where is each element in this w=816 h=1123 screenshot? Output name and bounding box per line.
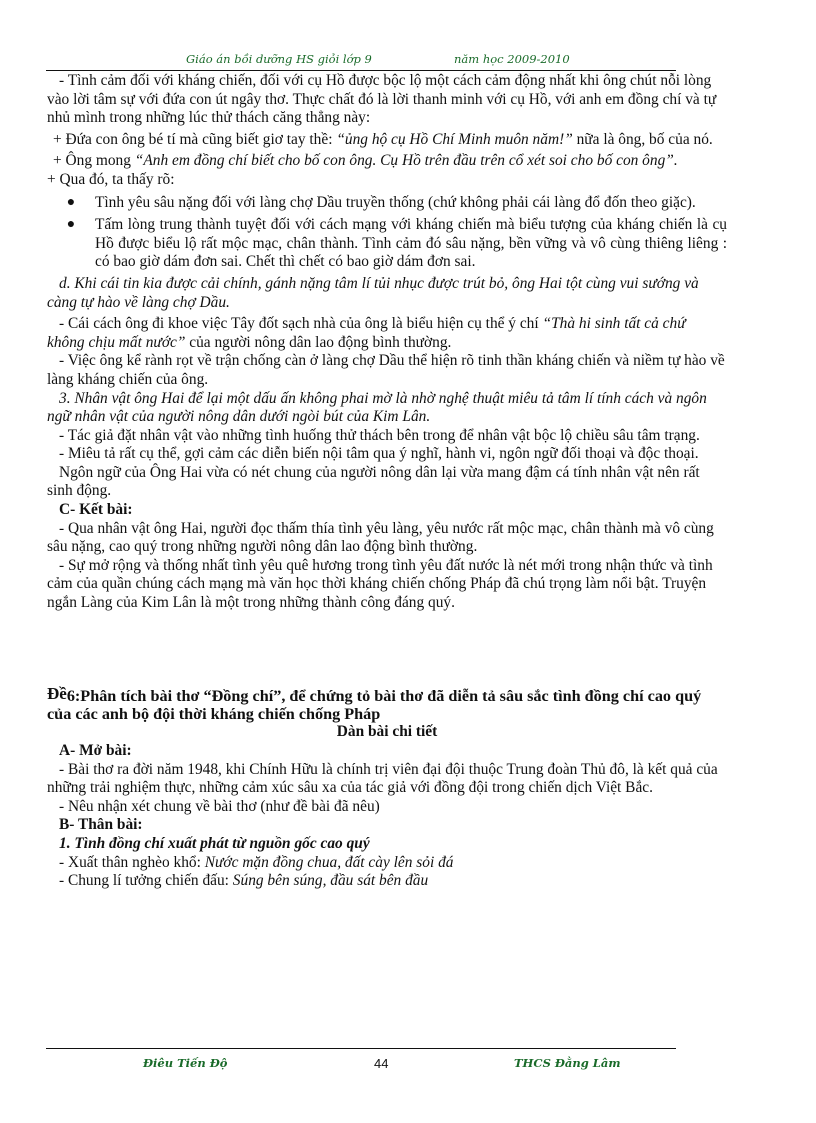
header-title: Giáo án bồi dưỡng HS giỏi lớp 9 — [186, 52, 372, 66]
section-heading-d: d. Khi cái tin kia được cải chính, gánh nặng tâm lí tủi nhục được trút bỏ, ông Hai tột cùng vui sướng và càng tự hào về làng chợ Dầu. — [47, 274, 699, 311]
page-content — [47, 72, 727, 891]
paragraph: - Tác giả đặt nhân vật vào những tình huống thử thách bên trong để nhân vật bộc lộ chiều sâu tâm trạng. — [59, 426, 700, 444]
paragraph: - Qua nhân vật ông Hai, người đọc thấm thía tình yêu làng, yêu nước rất mộc mạc, chân thành mà vô cùng sâu nặng, cao quý trong những người nông dân lao động bình thường. — [47, 519, 714, 556]
subsection-heading: 1. Tình đồng chí xuất phát từ nguồn gốc cao quý — [59, 835, 370, 852]
paragraph: - Sự mở rộng và thống nhất tình yêu quê hương trong tình yêu đất nước là nét mới trong nhận thức và tình cảm của quần chúng cách mạng mà văn học thời kháng chiến chống Pháp đã chú trọng làm nổi bật. Truyện ngắn Làng của Kim Lân là một trong những thành công đáng quý. — [47, 556, 713, 612]
essay-title: Đề6:Phân tích bài thơ “Đồng chí”, để chứng tỏ bài thơ đã diễn tả sâu sắc tình đồng chí cao quý của các anh bộ đội thời kháng chiến chống Pháp — [47, 683, 702, 724]
paragraph: - Xuất thân nghèo khổ: Nước mặn đồng chua, đất cày lên sỏi đá — [59, 853, 454, 871]
paragraph: + Đứa con ông bé tí mà cũng biết giơ tay thề: “ủng hộ cụ Hồ Chí Minh muôn năm!” nữa là ông, bố của nó. — [53, 130, 713, 148]
section-heading-3: 3. Nhân vật ông Hai để lại một dấu ấn không phai mờ là nhờ nghệ thuật miêu tả tâm lí tính cách và ngôn ngữ nhân vật của người nông dân dưới ngòi bút của Kim Lân. — [47, 389, 707, 426]
section-heading-a: A- Mở bài: — [59, 742, 132, 760]
paragraph: - Nêu nhận xét chung về bài thơ (như đề bài đã nêu) — [59, 797, 380, 815]
page-footer — [46, 1048, 676, 1079]
paragraph: - Tình cảm đối với kháng chiến, đối với cụ Hồ được bộc lộ một cách cảm động nhất khi ông chút nỗi lòng vào lời tâm sự với đứa con út ngây thơ. Thực chất đó là lời thanh minh với cụ Hồ, với anh em đồng chí và tự nhủ mình trong những lúc thử thách căng thẳng này: — [47, 72, 717, 127]
header-school-year: năm học 2009-2010 — [454, 52, 570, 66]
list-item: ● Tình yêu sâu nặng đối với làng chợ Dầu truyền thống (chứ không phải cái làng đổ đốn theo giặc). — [47, 194, 727, 213]
section-heading-c: C- Kết bài: — [59, 501, 133, 519]
paragraph: + Qua đó, ta thấy rõ: — [47, 170, 175, 188]
footer-author: Điêu Tiến Độ — [143, 1056, 228, 1070]
outline-subtitle: Dàn bài chi tiết — [336, 723, 438, 741]
page-number: 44 — [374, 1056, 389, 1071]
paragraph: - Việc ông kể rành rọt về trận chống càn ở làng chợ Dầu thể hiện rõ tinh thần kháng chiến và niềm tự hào về làng kháng chiến của ông. — [47, 352, 725, 388]
section-heading-b: B- Thân bài: — [59, 816, 143, 834]
bullet-icon: ● — [66, 194, 76, 210]
footer-school: THCS Đằng Lâm — [514, 1056, 621, 1070]
bullet-icon: ● — [66, 217, 76, 233]
paragraph: - Chung lí tưởng chiến đấu: Súng bên súng, đầu sát bên đầu — [59, 872, 429, 890]
paragraph: Ngôn ngữ của Ông Hai vừa có nét chung của người nông dân lại vừa mang đậm cá tính nhân vật nên rất sinh động. — [47, 463, 700, 500]
paragraph: - Cái cách ông đi khoe việc Tây đốt sạch nhà của ông là biểu hiện cụ thể ý chí “Thà hi sinh tất cả chứ không chịu mất nước” của người nông dân lao động bình thường. — [47, 315, 686, 351]
list-item: ● Tấm lòng trung thành tuyệt đối với cách mạng với kháng chiến mà biểu tượng của kháng chiến là cụ Hồ được biểu lộ rất mộc mạc, chân thành. Tình cảm đó sâu nặng, bền vững và vô cùng thiêng liêng : có bao giờ dám đơn sai. Chết thì chết có bao giờ dám đơn sai. — [47, 216, 727, 272]
page-header — [46, 52, 676, 71]
paragraph: + Ông mong “Anh em đồng chí biết cho bố con ông. Cụ Hồ trên đầu trên cổ xét soi cho bố con ông”. — [53, 152, 678, 170]
paragraph: - Bài thơ ra đời năm 1948, khi Chính Hữu là chính trị viên đại đội thuộc Trung đoàn Thủ đô, là kết quả của những trải nghiệm thực, những cảm xúc sâu xa của tác giả với đồng đội trong chiến dịch Việt Bắc. — [47, 760, 718, 797]
paragraph: - Miêu tả rất cụ thể, gợi cảm các diễn biến nội tâm qua ý nghĩ, hành vi, ngôn ngữ đối thoại và độc thoại. — [59, 445, 699, 463]
